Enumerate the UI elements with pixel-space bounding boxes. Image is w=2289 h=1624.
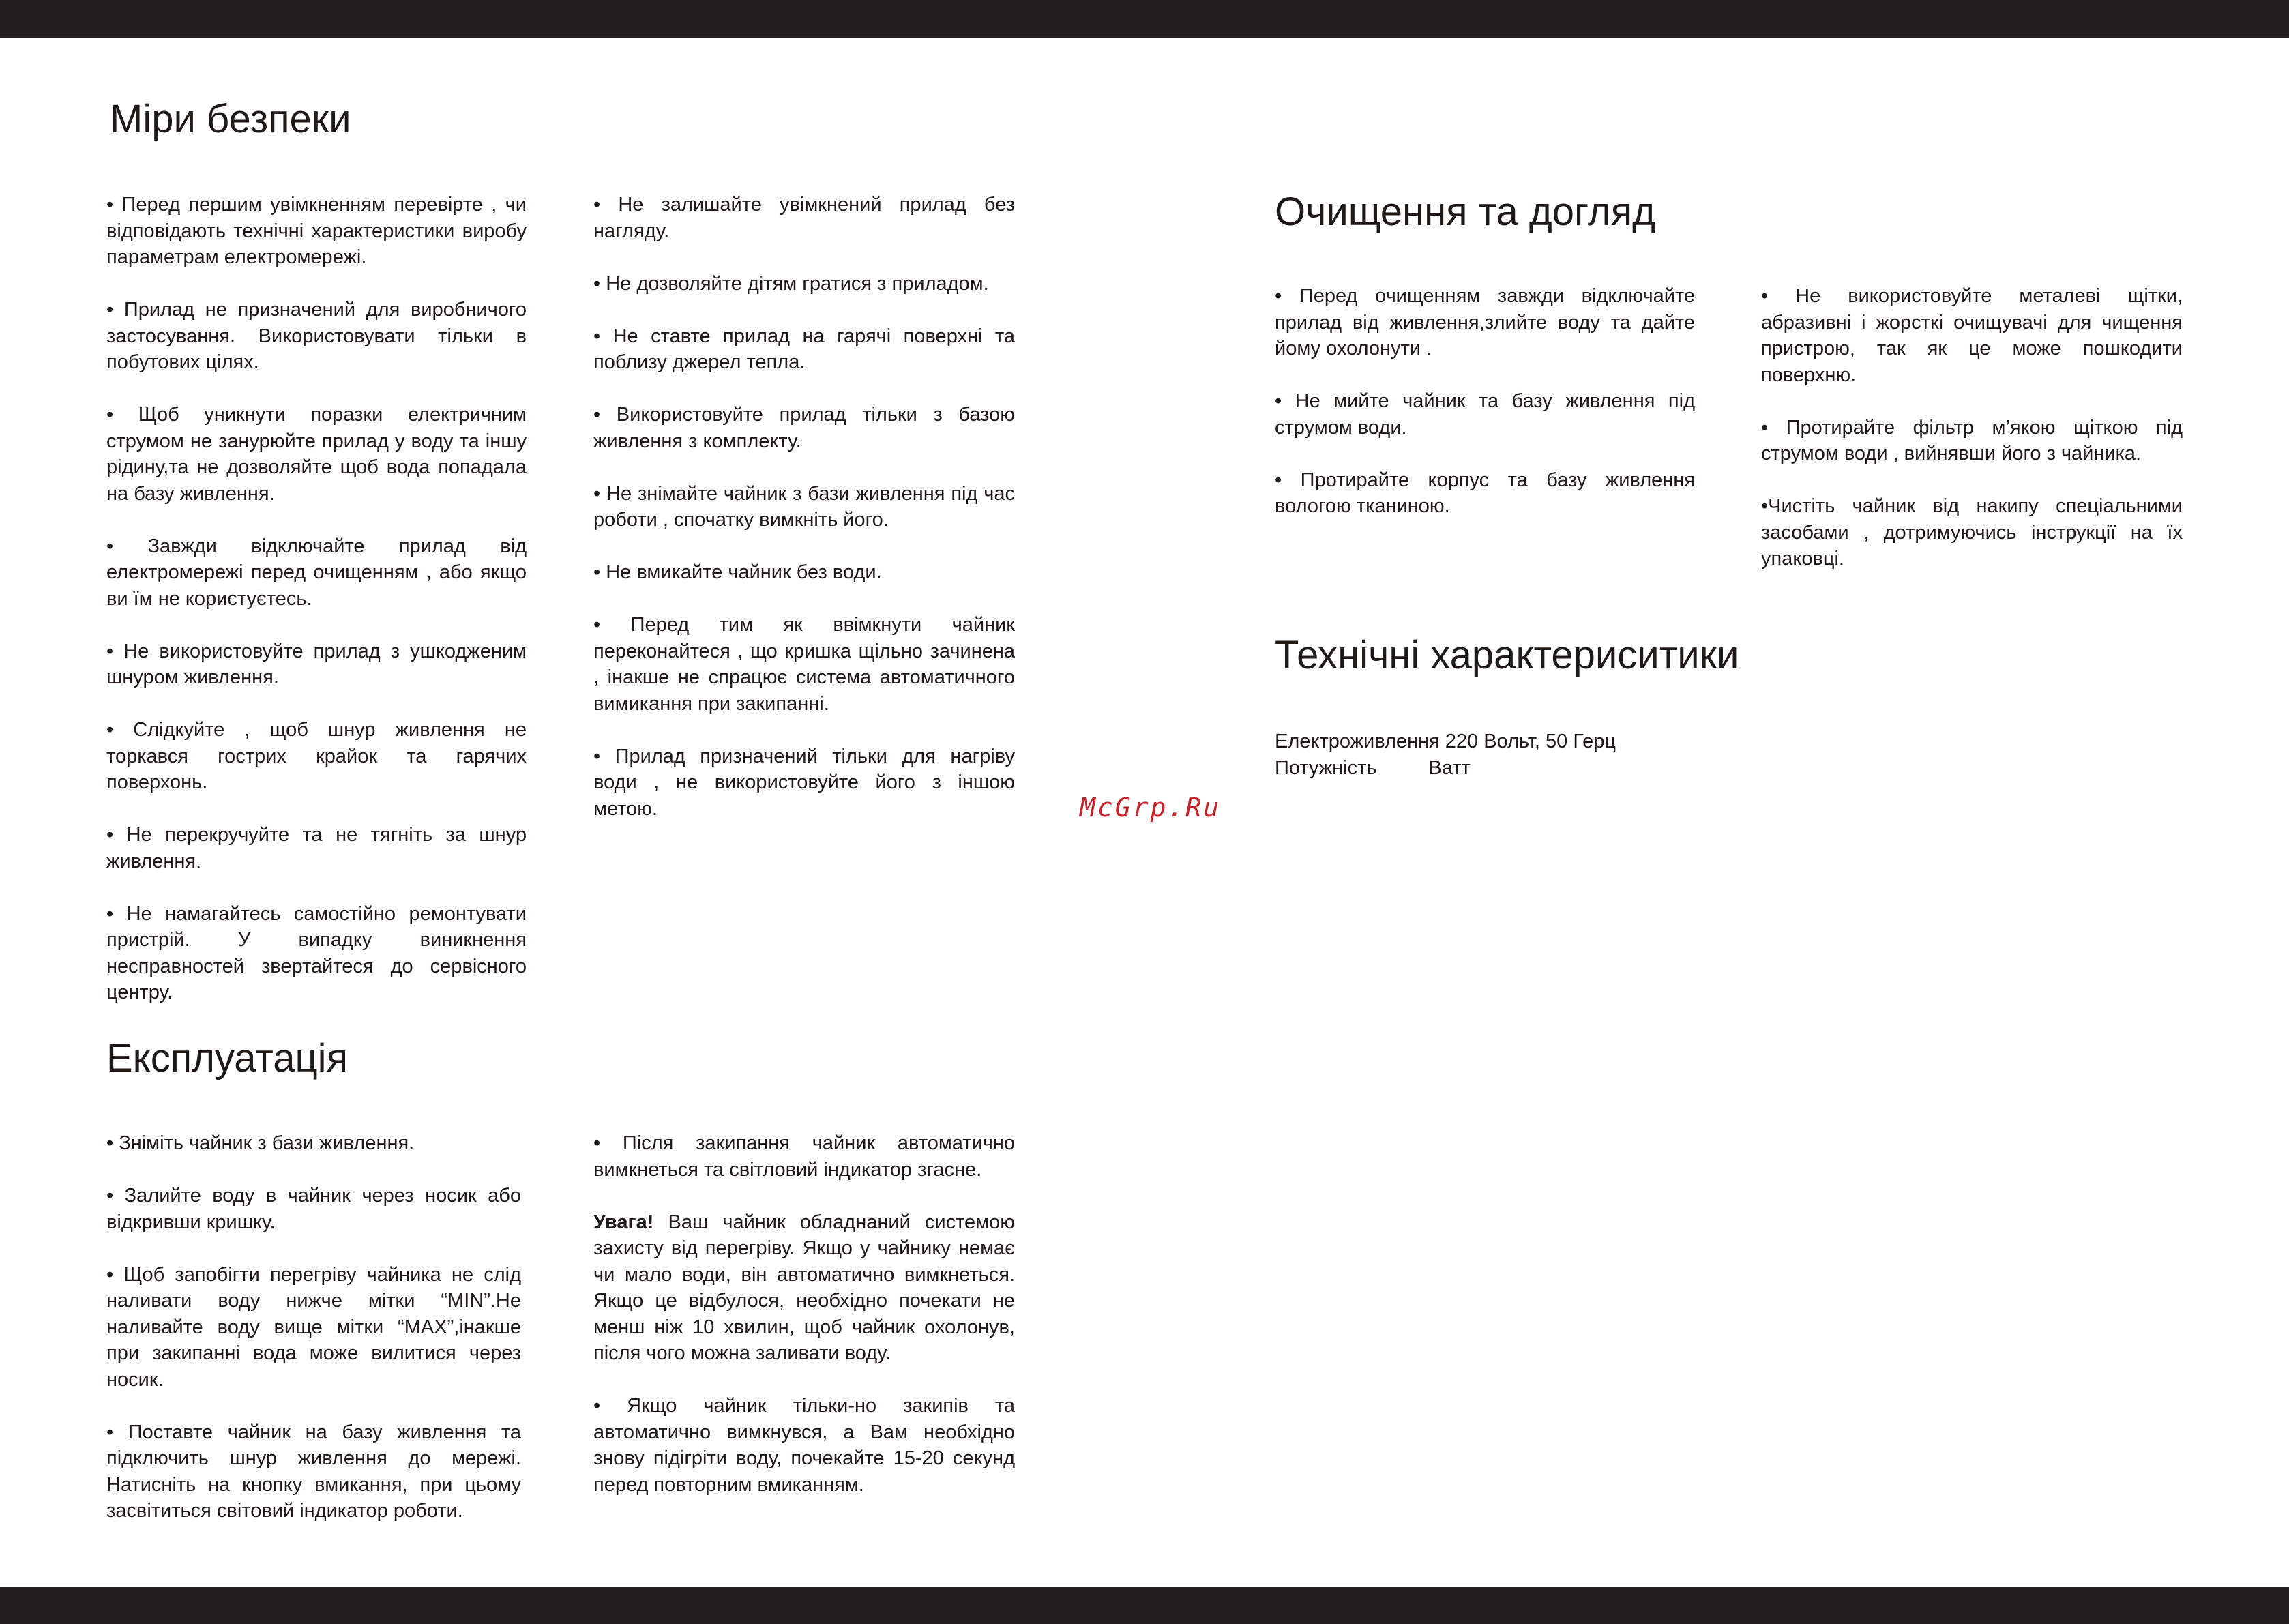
list-item: • Не вмикайте чайник без води. [593,561,882,583]
safety-column-1 [106,192,527,1006]
specs-power-label: Потужність [1275,756,1377,779]
specs-power-supply: Електроживлення 220 Вольт, 50 Герц [1275,730,1616,752]
list-item: • Щоб запобігти перегріву чайника не слід наливати воду нижче мітки “MIN”.Не наливайте воду вище мітки “MAX”,інакше при закипанні вода може вилитися через носик. [106,1263,521,1391]
list-item: • Завжди відключайте прилад від електромережі перед очищенням , або якщо ви їм не користуєтесь. [106,535,527,610]
list-item: • Не мийте чайник та базу живлення під струмом води. [1275,390,1695,439]
list-item: • Залийте воду в чайник через носик або відкривши кришку. [106,1185,521,1233]
list-item: • Протирайте фільтр м’якою щіткою під струмом води , вийнявши його з чайника. [1761,416,2183,464]
list-item: • Не перекручуйте та не тягніть за шнур живлення. [106,824,527,872]
operation-reheat-item: • Якщо чайник тільки-но закипів та автоматично вимкнувся, а Вам необхідно знову підігріти воду, почекайте 15-20 секунд перед повторним вмиканням. [593,1395,1015,1496]
warning-text: Ваш чайник обладнаний системою захисту від перегріву. Якщо у чайнику немає чи мало води, він автоматично вимкнеться. Якщо це відбулося, необхідно почекати не менш ніж 10 хвилин, щоб чайник охолонув, після чого можна заливати воду. [593,1211,1015,1364]
specs-list [1275,728,1616,781]
list-item: • Не намагайтесь самостійно ремонтувати пристрій. У випадку виникнення несправностей звертайтеся до сервісного центру. [106,902,527,1003]
list-item: • Перед тим як ввімкнути чайник переконайтеся , що кришка щільно зачинена , інакше не спрацює система автоматичного вимикання при закипанні. [593,614,1015,715]
specs-power-unit: Ватт [1428,756,1471,779]
list-item: • Перед першим увімкненням перевірте , чи відповідають технічні характеристики виробу параметрам електромережі. [106,194,527,268]
operation-column-2 [593,1130,1015,1498]
list-item: • Перед очищенням завжди відключайте прилад від живлення,злийте воду та дайте йому охолонути . [1275,285,1695,359]
warning-label: Увага! [593,1211,654,1233]
operation-heading: Експлуатація [106,1036,348,1080]
list-item: • Не ставте прилад на гарячі поверхні та поблизу джерел тепла. [593,325,1015,373]
list-item: • Не залишайте увімкнений прилад без нагляду. [593,194,1015,242]
watermark: McGrp.Ru [1080,793,1222,823]
cleaning-heading: Очищення та догляд [1275,190,1655,234]
operation-warning-note [593,1209,1015,1367]
safety-column-2 [593,192,1015,822]
list-item: • Протирайте корпус та базу живлення вологою тканиною. [1275,469,1695,517]
cleaning-column-1 [1275,283,1695,520]
specs-heading: Технічні характериситики [1275,633,1739,677]
specs-power-row [1275,755,1616,782]
operation-column-1 [106,1130,521,1524]
list-item: • Не використовуйте прилад з ушкодженим шнуром живлення. [106,640,527,688]
list-item: • Використовуйте прилад тільки з базою живлення з комплекту. [593,404,1015,452]
list-item: • Щоб уникнути поразки електричним струмом не занурюйте прилад у воду та іншу рідину,та не дозволяйте щоб вода попадала на базу живлення. [106,404,527,505]
bottom-border-bar [0,1587,2289,1624]
list-item: • Прилад не призначений для виробничого застосування. Використовувати тільки в побутових цілях. [106,299,527,373]
cleaning-column-2 [1761,283,2183,572]
operation-auto-off-item: • Після закипання чайник автоматично вимкнеться та світловий індикатор згасне. [593,1132,1015,1181]
list-item: • Не дозволяйте дітям гратися з приладом. [593,272,989,295]
list-item: • Прилад призначений тільки для нагріву води , не використовуйте його з іншою метою. [593,745,1015,820]
list-item: •Чистіть чайник від накипу спеціальними засобами , дотримуючись інструкції на їх упаковці. [1761,495,2183,570]
safety-heading: Міри безпеки [110,97,351,141]
top-border-bar [0,0,2289,38]
list-item: • Слідкуйте , щоб шнур живлення не торкався гострих крайок та гарячих поверхонь. [106,719,527,793]
list-item: • Поставте чайник на базу живлення та підключить шнур живлення до мережі. Натисніть на кнопку вмикання, при цьому засвітиться світовий індикатор роботи. [106,1421,521,1522]
list-item: • Зніміть чайник з бази живлення. [106,1132,415,1154]
list-item: • Не використовуйте металеві щітки, абразивні і жорсткі очищувачі для чищення пристрою, так як це може пошкодити поверхню. [1761,285,2183,386]
list-item: • Не знімайте чайник з бази живлення під час роботи , спочатку вимкніть його. [593,482,1015,531]
